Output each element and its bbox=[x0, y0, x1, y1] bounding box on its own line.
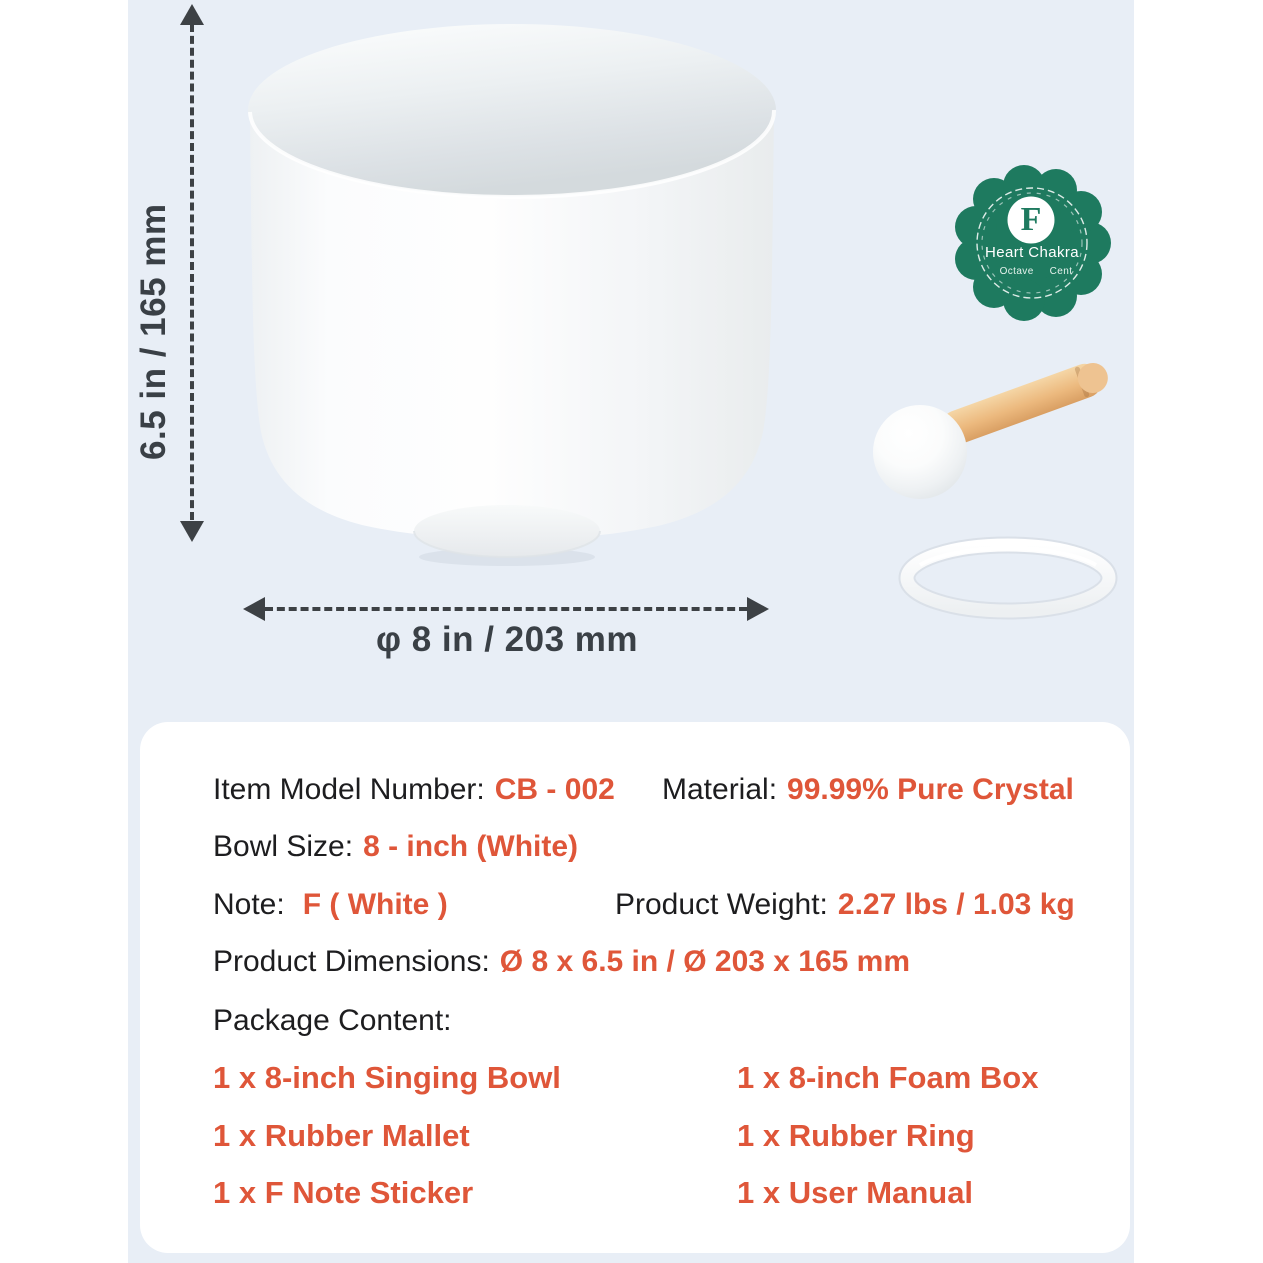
spec-value-dimensions: Ø 8 x 6.5 in / Ø 203 x 165 mm bbox=[499, 945, 911, 978]
spec-row-dimensions bbox=[213, 943, 1110, 981]
spec-label-bowl-size: Bowl Size: bbox=[213, 830, 354, 863]
spec-value-item-model: CB - 002 bbox=[494, 773, 615, 806]
spec-card bbox=[140, 722, 1130, 1253]
spec-row-model-material bbox=[213, 771, 1110, 809]
badge-cent-label: Cent bbox=[1049, 266, 1073, 277]
package-item: 1 x 8-inch Singing Bowl bbox=[213, 1060, 561, 1095]
arrow-up-icon bbox=[180, 4, 204, 25]
spec-row-package-header bbox=[213, 1002, 1110, 1040]
spec-col2 bbox=[615, 886, 1075, 924]
spec-label-weight: Product Weight: bbox=[615, 888, 828, 921]
arrow-down-icon bbox=[180, 521, 204, 542]
spec-label-note: Note: bbox=[213, 888, 285, 921]
spec-value-note: F ( White ) bbox=[302, 888, 448, 921]
spec-row-note-weight bbox=[213, 886, 1110, 924]
package-content-header: Package Content: bbox=[213, 1004, 452, 1037]
spec-col2 bbox=[662, 771, 1074, 809]
mallet-illustration bbox=[873, 357, 1113, 499]
package-row-2 bbox=[213, 1117, 1110, 1155]
height-dimension-label: 6.5 in / 165 mm bbox=[134, 203, 173, 461]
diameter-dimension-label: φ 8 in / 203 mm bbox=[375, 620, 639, 659]
spec-label-material: Material: bbox=[662, 773, 778, 806]
badge-octave-label: Octave bbox=[999, 266, 1034, 277]
package-item: 1 x Rubber Ring bbox=[737, 1118, 975, 1153]
package-item: 1 x 8-inch Foam Box bbox=[737, 1060, 1039, 1095]
rubber-ring-illustration bbox=[907, 545, 1109, 611]
spec-value-material: 99.99% Pure Crystal bbox=[787, 773, 1074, 806]
height-dimension-line bbox=[190, 24, 194, 520]
spec-value-weight: 2.27 lbs / 1.03 kg bbox=[837, 888, 1075, 921]
arrow-left-icon bbox=[243, 597, 265, 621]
badge-sub-labels bbox=[966, 266, 1106, 277]
package-item: 1 x F Note Sticker bbox=[213, 1175, 474, 1210]
package-row-1 bbox=[213, 1059, 1110, 1097]
spec-label-item-model: Item Model Number: bbox=[213, 773, 485, 806]
diameter-dimension-line bbox=[265, 607, 747, 611]
badge-chakra-title: Heart Chakra bbox=[984, 244, 1079, 261]
package-row-3 bbox=[213, 1174, 1110, 1212]
package-item: 1 x Rubber Mallet bbox=[213, 1118, 470, 1153]
singing-bowl-illustration bbox=[248, 24, 776, 566]
arrow-right-icon bbox=[747, 597, 769, 621]
package-item: 1 x User Manual bbox=[737, 1175, 974, 1210]
spec-label-dimensions: Product Dimensions: bbox=[213, 945, 490, 978]
badge-note-letter: F bbox=[1020, 201, 1042, 238]
note-badge-seal bbox=[955, 165, 1111, 321]
spec-row-bowl-size bbox=[213, 828, 1110, 866]
spec-value-bowl-size: 8 - inch (White) bbox=[363, 830, 579, 863]
